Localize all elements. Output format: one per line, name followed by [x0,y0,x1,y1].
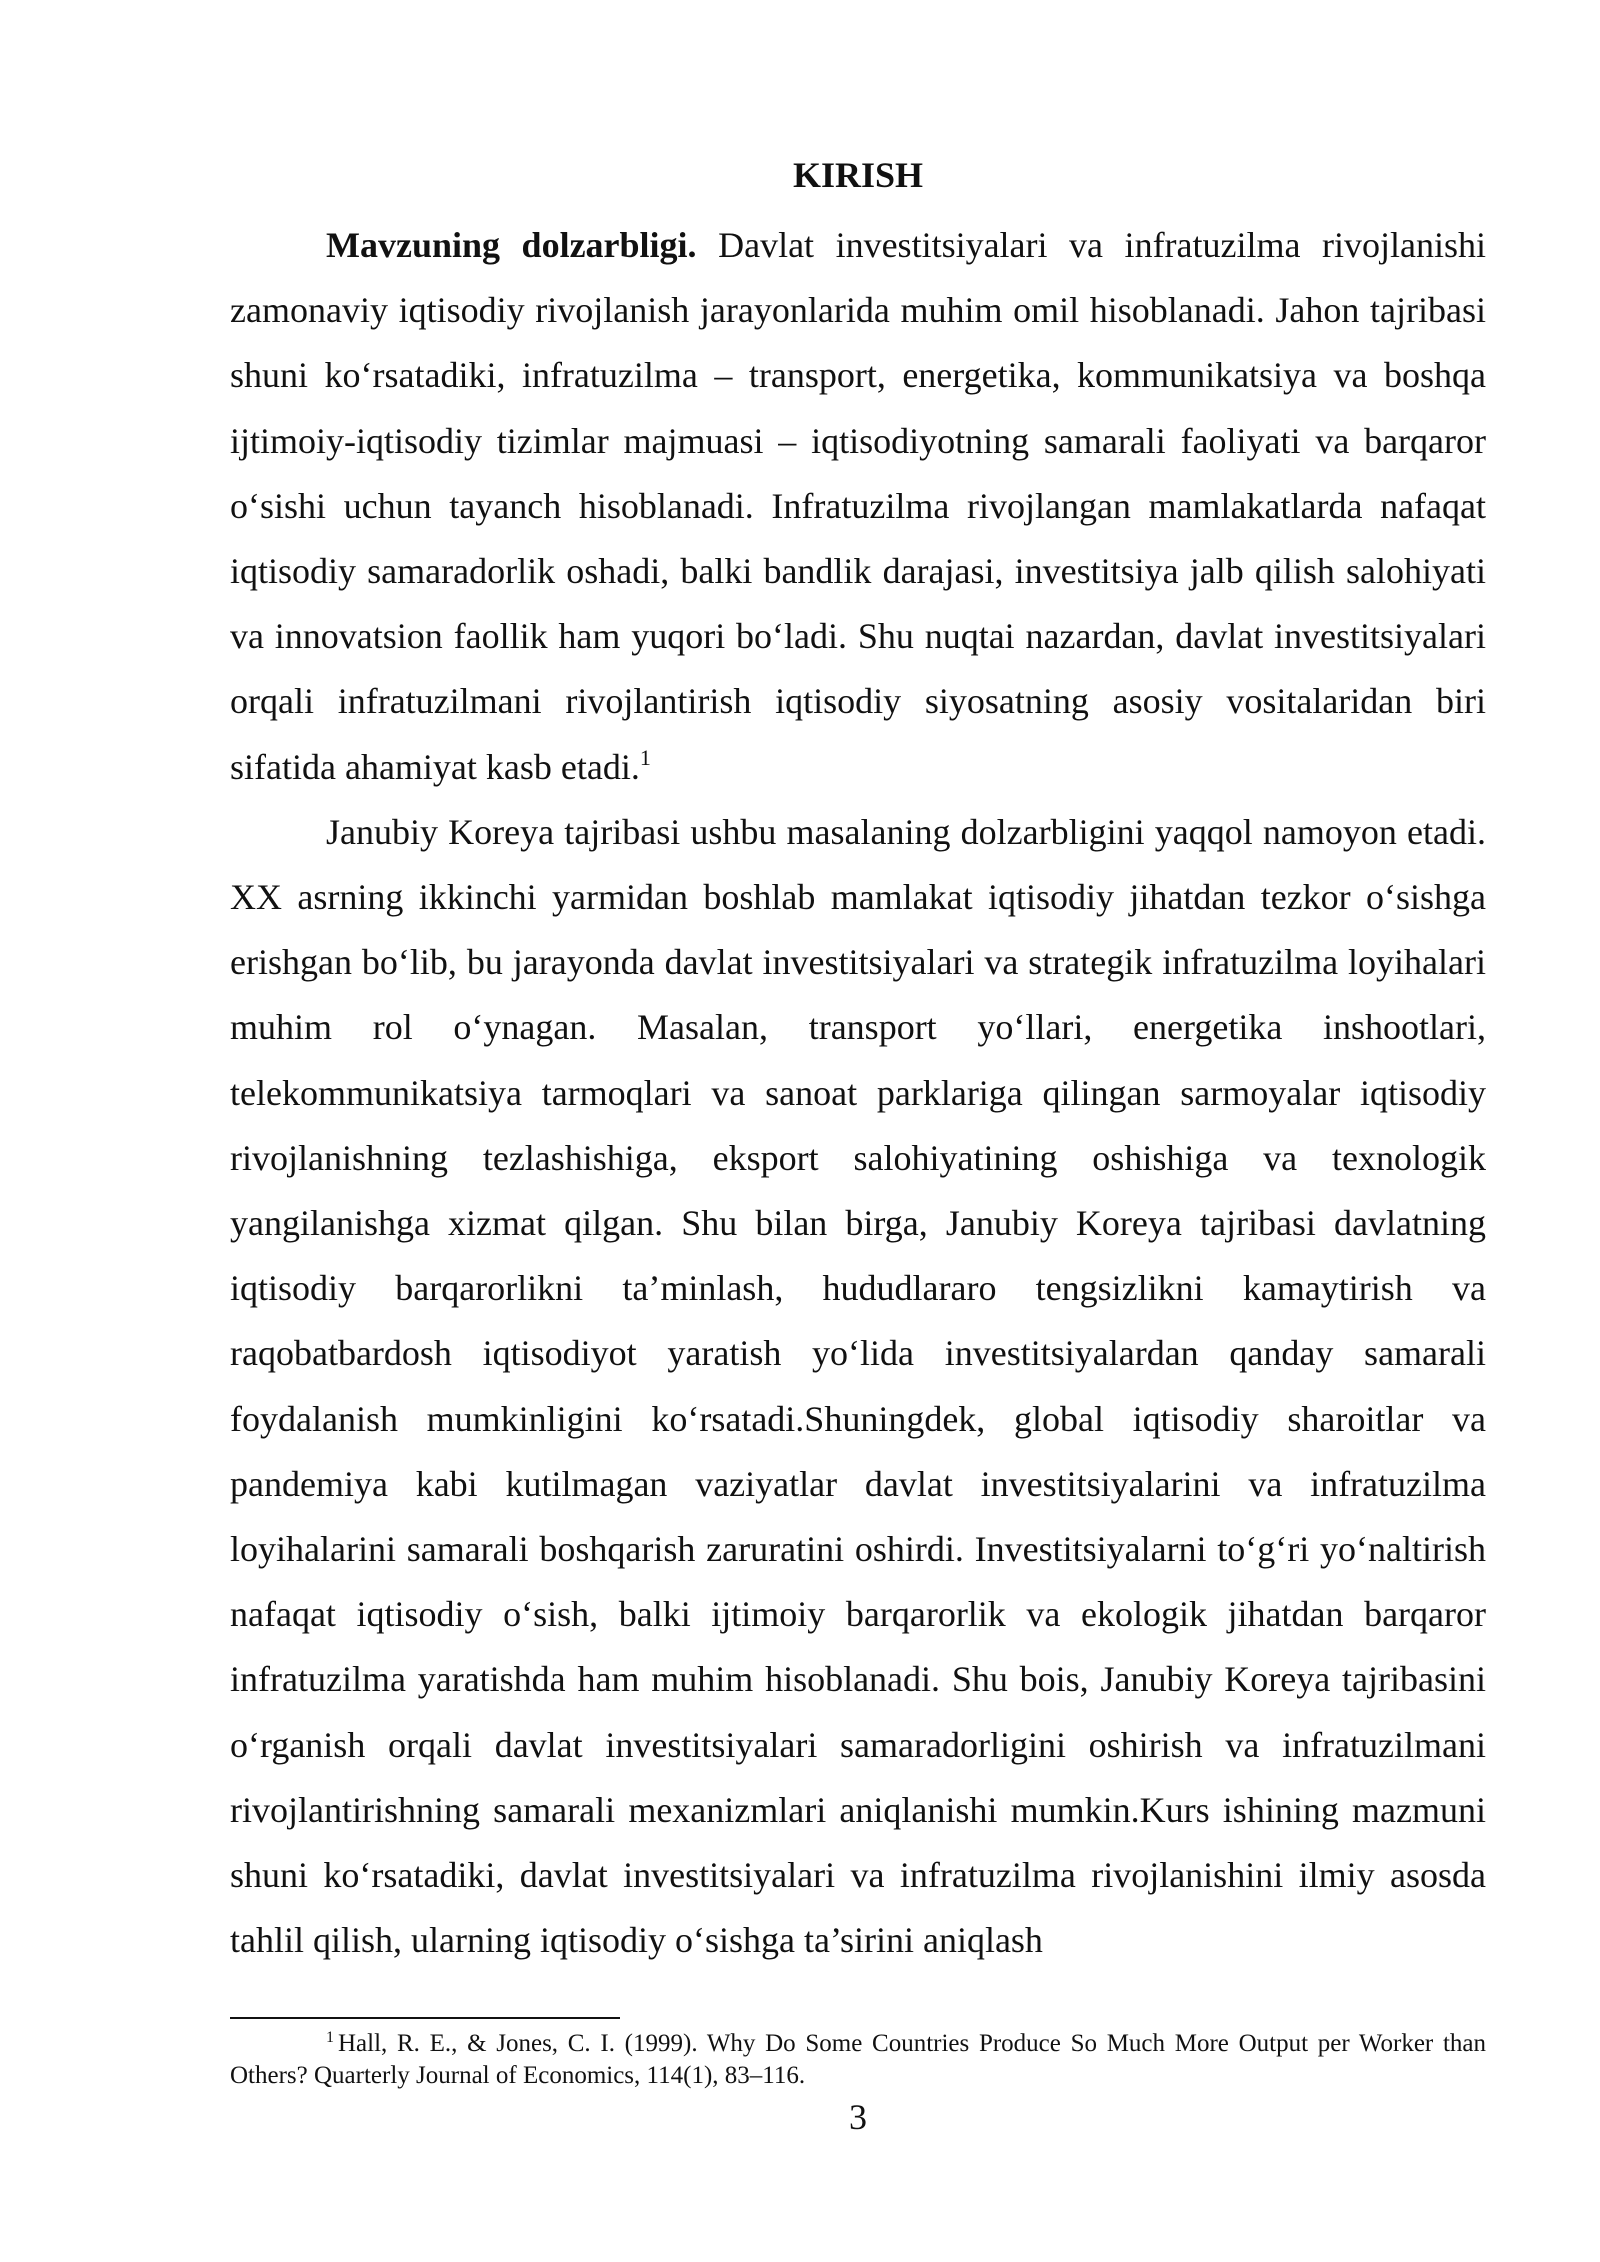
paragraph-lead: Mavzuning dolzarbligi. [326,225,697,265]
paragraph-text: Davlat investitsiyalari va infratuzilma rivojlanishi zamonaviy iqtisodiy rivojlanish jarayonlarida muhim omil hisoblanadi. Jahon tajribasi shuni ko‘rsatadiki, infratuzilma – transport, energetika, kommunikatsiya va boshqa ijtimoiy-iqtisodiy tizimlar majmuasi – iqtisodiyotning samarali faoliyati va barqaror o‘sishi uchun tayanch hisoblanadi. Infratuzilma rivojlangan mamlakatlarda nafaqat iqtisodiy samaradorlik oshadi, balki bandlik darajasi, investitsiya jalb qilish salohiyati va innovatsion faollik ham yuqori bo‘ladi. Shu nuqtai nazardan, davlat investitsiyalari orqali infratuzilmani rivojlantirish iqtisodiy siyosatning asosiy vositalaridan biri sifatida ahamiyat kasb etadi. [230,225,1486,787]
footnote-reference[interactable]: 1 [639,744,651,770]
footnote-text: Hall, R. E., & Jones, C. I. (1999). Why Do Some Countries Produce So Much More Output per Worker than Others? Quarterly Journal of Economics, 114(1), 83–116. [230,2030,1486,2089]
page-number: 3 [849,2097,867,2137]
footnote-separator [230,2017,620,2019]
paragraph-korea [230,800,1486,1974]
section-heading: KIRISH [792,155,924,195]
body-text [230,213,1486,1973]
footnote-number: 1 [326,2029,334,2046]
paragraph-relevance [230,213,1486,800]
paragraph-text: Janubiy Koreya tajribasi ushbu masalaning dolzarbligini yaqqol namoyon etadi. XX asrning ikkinchi yarmidan boshlab mamlakat iqtisodiy jihatdan tezkor o‘sishga erishgan bo‘lib, bu jarayonda davlat investitsiyalari va strategik infratuzilma loyihalari muhim rol o‘ynagan. Masalan, transport yo‘llari, energetika inshootlari, telekommunikatsiya tarmoqlari va sanoat parklariga qilingan sarmoyalar iqtisodiy rivojlanishning tezlashishiga, eksport salohiyatining oshishiga va texnologik yangilanishga xizmat qilgan. Shu bilan birga, Janubiy Koreya tajribasi davlatning iqtisodiy barqarorlikni ta’minlash, hududlararo tengsizlikni kamaytirish va raqobatbardosh iqtisodiyot yaratish yo‘lida investitsiyalardan qanday samarali foydalanish mumkinligini ko‘rsatadi.Shuningdek, global iqtisodiy sharoitlar va pandemiya kabi kutilmagan vaziyatlar davlat investitsiyalarini va infratuzilma loyihalarini samarali boshqarish zaruratini oshirdi. Investitsiyalarni to‘g‘ri yo‘naltirish nafaqat iqtisodiy o‘sish, balki ijtimoiy barqarorlik va ekologik jihatdan barqaror infratuzilma yaratishda ham muhim hisoblanadi. Shu bois, Janubiy Koreya tajribasini o‘rganish orqali davlat investitsiyalari samaradorligini oshirish va infratuzilmani rivojlantirishning samarali mexanizmlari aniqlanishi mumkin.Kurs ishining mazmuni shuni ko‘rsatadiki, davlat investitsiyalari va infratuzilma rivojlanishini ilmiy asosda tahlil qilish, ularning iqtisodiy o‘sishga ta’sirini aniqlash [230,811,1486,1961]
footnote [230,2028,1486,2092]
